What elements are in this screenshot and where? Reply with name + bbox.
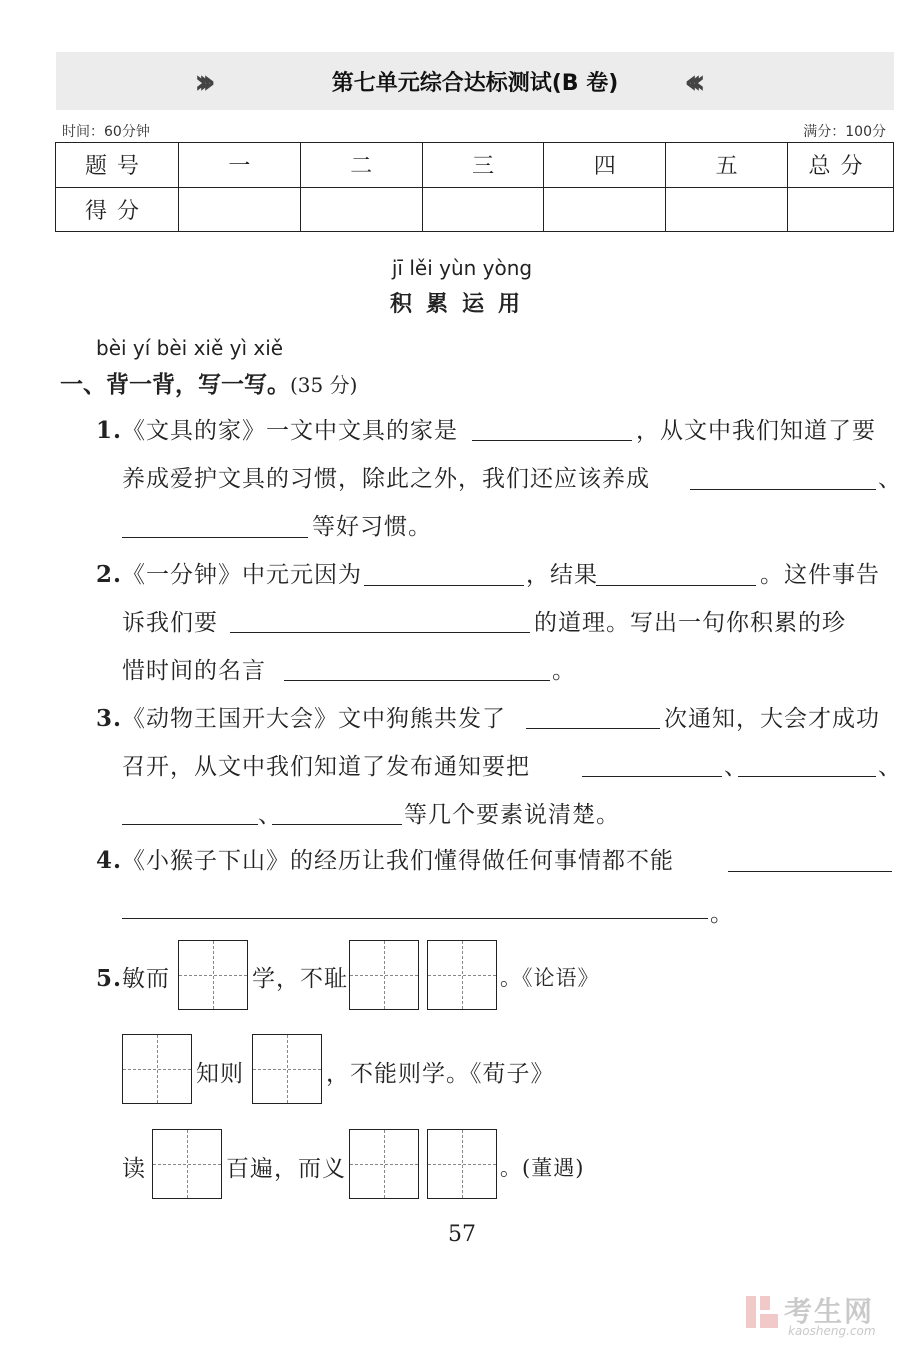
q3-line1-end: 次通知，大会才成功 (664, 706, 880, 732)
section-title: 积累运用 (389, 292, 534, 317)
q5-text: 百遍，而义 (226, 1156, 346, 1182)
score-table (55, 142, 894, 232)
page-title: 第七单元综合达标测试(B 卷) (331, 71, 619, 96)
part-heading (60, 366, 357, 399)
q2-line3-end: 。 (552, 658, 576, 684)
q2-line1-mid: ，结果 (526, 562, 598, 588)
answer-blank[interactable] (582, 776, 722, 777)
answer-blank[interactable] (284, 680, 550, 681)
q3-line3-end: 等几个要素说清楚。 (404, 802, 620, 828)
character-box[interactable] (152, 1129, 222, 1199)
watermark (744, 1290, 904, 1340)
q1-line1-end: ，从文中我们知道了要 (636, 418, 876, 444)
score-cell[interactable] (544, 187, 666, 232)
table-header-cell: 二 (300, 143, 422, 188)
q3-sep: 、 (878, 754, 902, 780)
answer-blank[interactable] (122, 824, 258, 825)
question-number: 3. (96, 705, 123, 732)
character-box[interactable] (427, 1129, 497, 1199)
score-cell[interactable] (788, 187, 894, 232)
kaosheng-logo-icon (744, 1292, 780, 1332)
q5-text: 读 (122, 1156, 146, 1182)
q3-line1 (96, 700, 506, 733)
table-header-cell: 总分 (788, 143, 894, 188)
answer-blank[interactable] (272, 824, 402, 825)
table-row-label: 得分 (56, 187, 179, 232)
q2-line1-end: 。这件事告 (760, 562, 880, 588)
table-header-cell: 五 (666, 143, 788, 188)
question-number: 5. (96, 965, 123, 992)
character-box[interactable] (427, 940, 497, 1010)
q2-line1 (96, 556, 362, 589)
q5-source: 。(董遇) (500, 1156, 585, 1180)
q5-source: ，不能则学。《荀子》 (326, 1061, 555, 1087)
answer-blank[interactable] (690, 489, 876, 490)
question-number: 4. (96, 847, 123, 874)
table-row (56, 143, 894, 188)
table-header-cell: 三 (422, 143, 544, 188)
part-title: 一、背一背，写一写。 (60, 372, 290, 398)
question-text: 敏而 (122, 966, 171, 992)
q5-line1 (96, 960, 170, 993)
answer-blank[interactable] (122, 537, 308, 538)
q1-line2: 养成爱护文具的习惯，除此之外，我们还应该养成 (122, 466, 650, 492)
q2-line2-end: 的道理。写出一句你积累的珍 (534, 610, 846, 636)
table-header-cell: 一 (179, 143, 301, 188)
answer-blank[interactable] (230, 632, 530, 633)
watermark-brand: 考生网 (784, 1295, 875, 1328)
score-cell[interactable] (666, 187, 788, 232)
answer-blank[interactable] (526, 728, 660, 729)
q4-line1 (96, 842, 674, 875)
page-number: 57 (448, 1222, 476, 1247)
q4-line2-end: 。 (710, 901, 734, 927)
full-score: 满分：100分 (803, 124, 886, 140)
table-header-cell: 四 (544, 143, 666, 188)
chevron-left-icon: ‹‹‹ (684, 62, 697, 102)
answer-blank[interactable] (122, 918, 708, 919)
watermark-url: kaosheng.com (788, 1324, 876, 1338)
table-row (56, 187, 894, 232)
q5-text: 学，不耻 (252, 966, 348, 992)
q1-line1 (96, 412, 458, 445)
character-box[interactable] (349, 1129, 419, 1199)
character-box[interactable] (178, 940, 248, 1010)
chevron-right-icon: ››› (194, 62, 207, 102)
q2-line2: 诉我们要 (122, 610, 218, 636)
question-text: 《小猴子下山》的经历让我们懂得做任何事情都不能 (122, 848, 675, 874)
question-text: 《动物王国开大会》文中狗熊共发了 (122, 706, 507, 732)
section-pinyin: jī lěi yùn yòng (391, 256, 533, 280)
question-text: 《文具的家》一文中文具的家是 (122, 418, 459, 444)
q3-sep: 、 (258, 802, 282, 828)
q1-line3: 等好习惯。 (312, 514, 432, 540)
character-box[interactable] (252, 1034, 322, 1104)
q3-sep: 、 (724, 754, 748, 780)
part-pinyin: bèi yí bèi xiě yì xiě (96, 336, 284, 360)
q1-line2-end: 、 (878, 466, 902, 492)
score-cell[interactable] (300, 187, 422, 232)
answer-blank[interactable] (596, 585, 756, 586)
q5-text: 知则 (196, 1061, 244, 1087)
score-cell[interactable] (179, 187, 301, 232)
question-number: 2. (96, 561, 123, 588)
answer-blank[interactable] (472, 440, 632, 441)
score-cell[interactable] (422, 187, 544, 232)
part-score: (35 分) (290, 373, 358, 397)
character-box[interactable] (122, 1034, 192, 1104)
q3-line2: 召开，从文中我们知道了发布通知要把 (122, 754, 530, 780)
time-limit: 时间：60分钟 (62, 124, 150, 140)
answer-blank[interactable] (728, 871, 892, 872)
answer-blank[interactable] (738, 776, 876, 777)
character-box[interactable] (349, 940, 419, 1010)
q2-line3: 惜时间的名言 (122, 658, 266, 684)
question-number: 1. (96, 417, 123, 444)
question-text: 《一分钟》中元元因为 (122, 562, 363, 588)
q5-source: 。《论语》 (500, 966, 600, 990)
title-banner (56, 52, 894, 110)
table-header-cell: 题号 (56, 143, 179, 188)
answer-blank[interactable] (364, 585, 524, 586)
